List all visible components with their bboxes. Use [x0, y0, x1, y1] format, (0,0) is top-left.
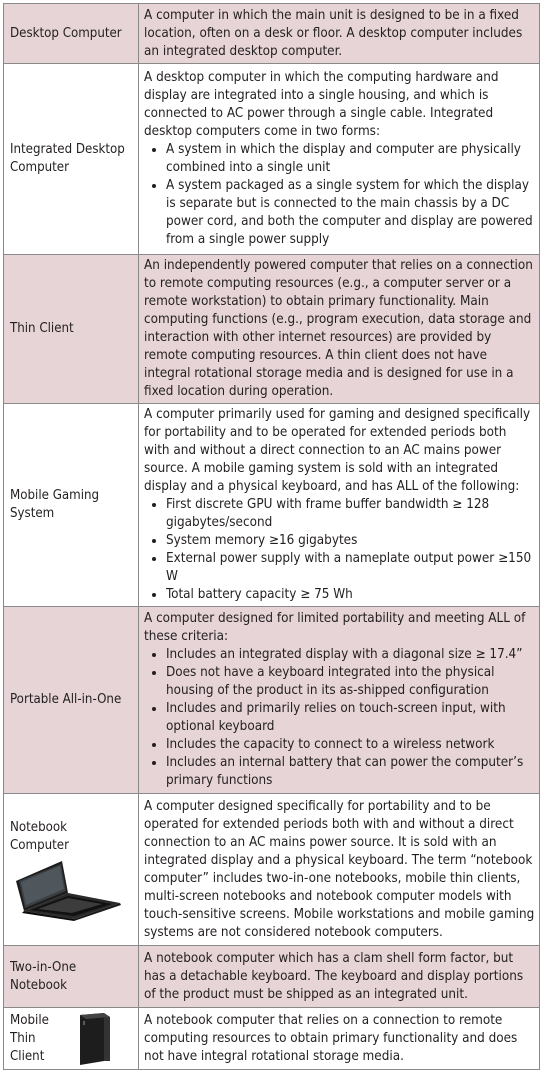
list-item: • Does not have a keyboard integrated into the physical housing of the product in its as-shipped configuration [166, 664, 535, 700]
term-cell [4, 64, 139, 255]
list-item: • A system packaged as a single system for which the display is separate but is connected to the main chassis by a DC power cord, and both the computer and display are powered from a single power supply [166, 177, 535, 249]
term-with-image [10, 1011, 138, 1067]
term-cell [4, 255, 139, 404]
term-label: Thin Client [10, 321, 74, 336]
definition-text: A computer designed for limited portability and meeting ALL of these criteria: [144, 611, 526, 644]
definition-text: A notebook computer that relies on a connection to remote computing resources to obtain primary functionality and does not have integral rotational storage media. [144, 1012, 518, 1064]
table-row [4, 404, 540, 607]
definition-text: A computer primarily used for gaming and designed specifically for portability and to be operated for extended periods both with and without a direct connection to an AC mains power source. A mobile gaming system is sold with an integrated display and a physical keyboard, and has ALL of the following: [144, 407, 531, 494]
term-cell [4, 4, 139, 64]
list-item: • Includes an integrated display with a diagonal size ≥ 17.4” [166, 646, 535, 664]
term-cell [4, 1008, 139, 1070]
list-item: • Total battery capacity ≥ 75 Wh [166, 586, 535, 604]
list-item: • Includes an internal battery that can power the computer’s primary functions [166, 754, 535, 790]
thin-client-device-image [72, 1011, 116, 1067]
term-label: Mobile Thin Client [10, 1012, 49, 1064]
list-item: • Includes and primarily relies on touch-screen input, with optional keyboard [166, 700, 535, 736]
definition-text: A notebook computer which has a clam shell form factor, but has a detachable keyboard. The keyboard and display portions of the product must be shipped as an integrated unit. [144, 950, 524, 1002]
list-item: • Includes the capacity to connect to a wireless network [166, 736, 535, 754]
definition-cell [139, 794, 540, 946]
term-label: Mobile Gaming System [10, 488, 100, 521]
term-label: Portable All-in-One [10, 692, 122, 707]
bullet-list [144, 646, 535, 790]
term-cell [4, 794, 139, 946]
term-label: Integrated Desktop Computer [10, 142, 125, 175]
laptop-image [10, 859, 124, 921]
list-item: • A system in which the display and computer are physically combined into a single unit [166, 141, 535, 177]
definition-text: A desktop computer in which the computing hardware and display are integrated into a single housing, and which is connected to AC power through a single cable. Integrated desktop computers come in two forms: [144, 70, 499, 139]
definition-text: A computer in which the main unit is designed to be in a fixed location, often on a desk or floor. A desktop computer includes an integrated desktop computer. [144, 7, 523, 59]
table-row [4, 255, 540, 404]
definition-cell [139, 255, 540, 404]
table-row [4, 64, 540, 255]
definition-cell [139, 607, 540, 794]
bullet-list [144, 496, 535, 604]
term-cell [4, 946, 139, 1008]
table-row [4, 607, 540, 794]
term-cell [4, 607, 139, 794]
term-cell [4, 404, 139, 607]
table-row [4, 946, 540, 1008]
definition-cell [139, 64, 540, 255]
definition-text: A computer designed specifically for portability and to be operated for extended periods both with and without a direct connection to an AC mains power source. It is sold with an integrated display and a physical keyboard. The term “notebook computer” includes two-in-one notebooks, mobile thin clients, multi-screen notebooks and notebook computer models with touch-sensitive screens. Mobile workstations and mobile gaming systems are not considered notebook computers. [144, 798, 535, 940]
definition-cell [139, 4, 540, 64]
definition-cell [139, 1008, 540, 1070]
definition-cell [139, 946, 540, 1008]
definitions-table [3, 3, 540, 1070]
definition-text: An independently powered computer that relies on a connection to remote computing resources (e.g., a computer server or a remote workstation) to obtain primary functionality. Main computing functions (e.g., program execution, data storage and interaction with other internet resources) are provided by remote computing resources. A thin client does not have integral rotational storage media and is designed for use in a fixed location during operation. [144, 258, 533, 399]
list-item: • First discrete GPU with frame buffer bandwidth ≥ 128 gigabytes/second [166, 496, 535, 532]
term-label: Notebook Computer [10, 819, 69, 853]
definition-cell [139, 404, 540, 607]
term-label: Desktop Computer [10, 25, 122, 41]
list-item: • External power supply with a nameplate output power ≥150 W [166, 550, 535, 586]
bullet-list [144, 141, 535, 249]
term-label: Two-in-One Notebook [10, 959, 77, 993]
list-item: • System memory ≥16 gigabytes [166, 532, 535, 550]
table-row [4, 1008, 540, 1070]
table-row [4, 4, 540, 64]
table-row [4, 794, 540, 946]
